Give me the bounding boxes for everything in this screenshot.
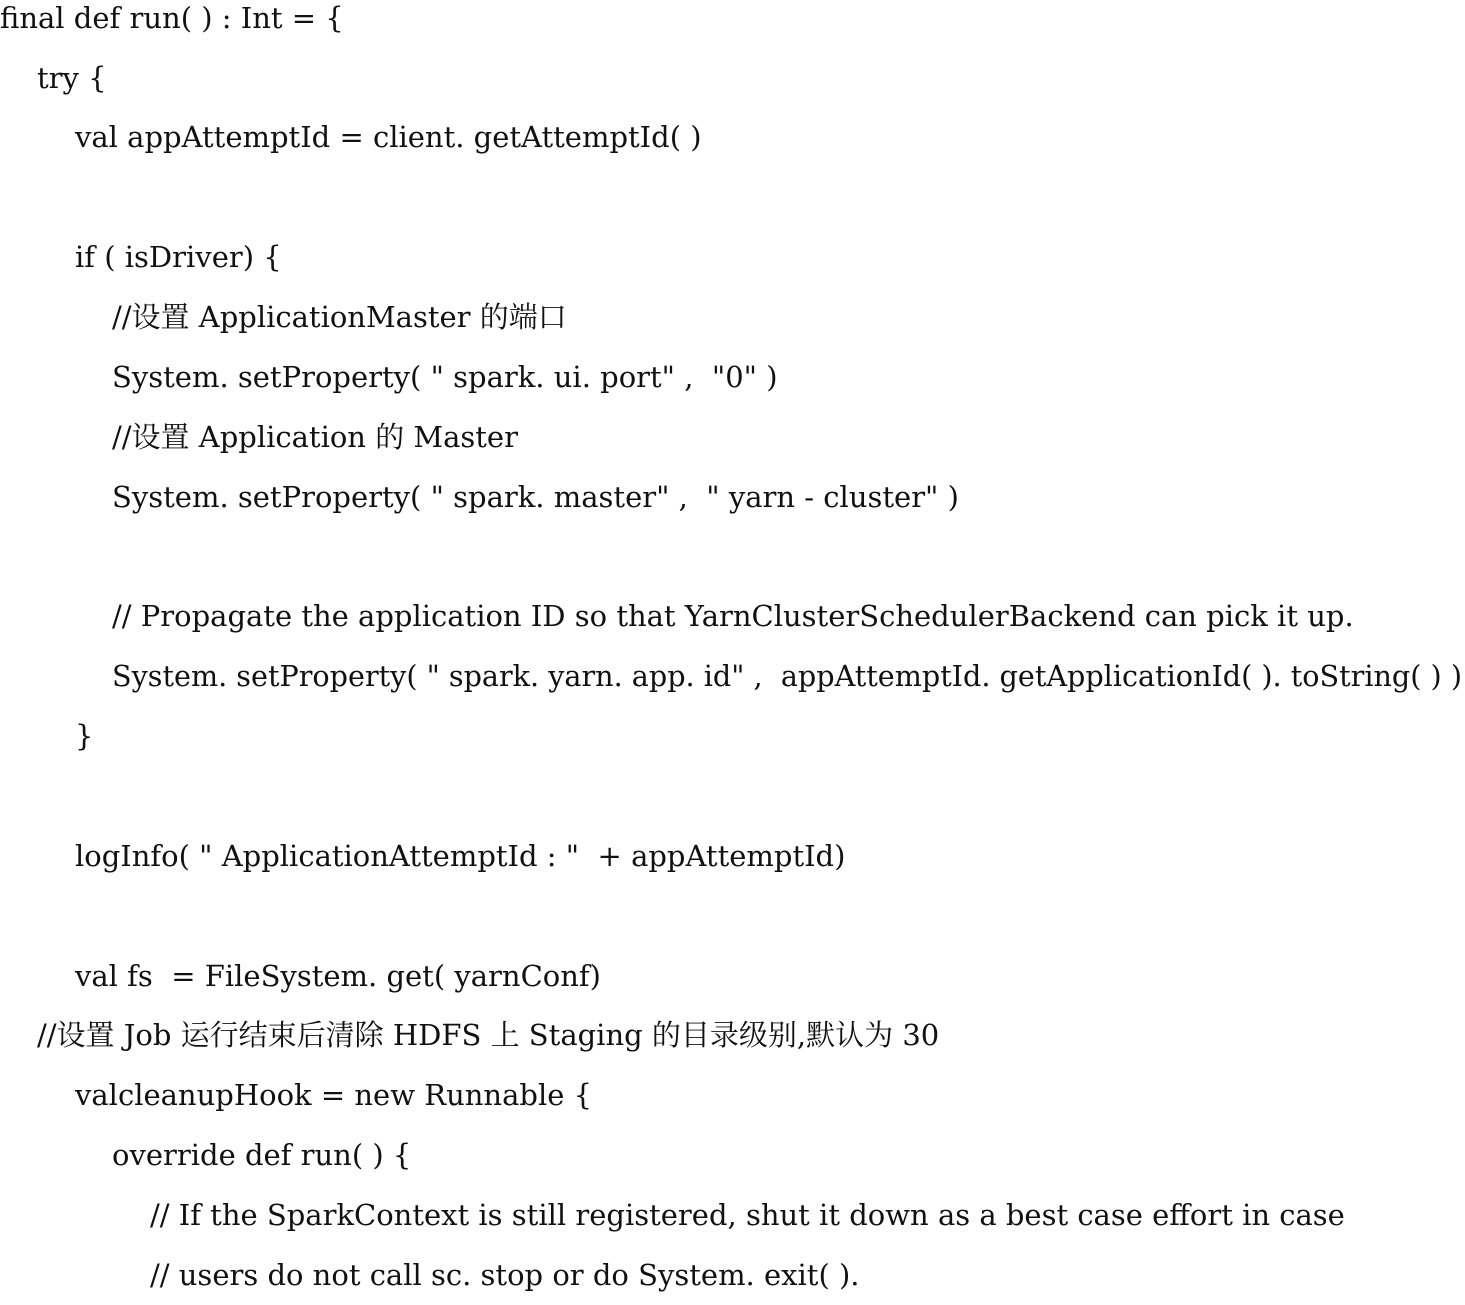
code-line-17: val fs = FileSystem. get( yarnConf): [75, 959, 601, 993]
code-line-19: valcleanupHook = new Runnable {: [75, 1078, 593, 1112]
code-line-3: val appAttemptId = client. getAttemptId( ): [75, 120, 702, 154]
code-line-5: if ( isDriver) {: [75, 240, 282, 274]
code-line-9: System. setProperty( " spark. master" , " yarn - cluster" ): [112, 480, 959, 514]
code-line-18: //设置 Job 运行结束后清除 HDFS 上 Staging 的目录级别,默认为 30: [37, 1018, 940, 1052]
code-line-15: logInfo( " ApplicationAttemptId : " + appAttemptId): [75, 839, 846, 873]
code-line-1: final def run( ) : Int = {: [0, 1, 344, 35]
code-line-6: //设置 ApplicationMaster 的端口: [112, 300, 567, 334]
code-line-7: System. setProperty( " spark. ui. port" , "0" ): [112, 360, 778, 394]
code-line-13: }: [75, 719, 94, 753]
code-line-22: // users do not call sc. stop or do System. exit( ).: [150, 1258, 860, 1292]
code-line-11: // Propagate the application ID so that YarnClusterSchedulerBackend can pick it up.: [112, 599, 1354, 633]
code-line-21: // If the SparkContext is still registered, shut it down as a best case effort in case: [150, 1198, 1345, 1232]
code-line-20: override def run( ) {: [112, 1138, 412, 1172]
code-line-8: //设置 Application 的 Master: [112, 420, 518, 454]
code-line-12: System. setProperty( " spark. yarn. app. id" , appAttemptId. getApplicationId( ). toString( ) ): [112, 659, 1462, 693]
code-line-2: try {: [37, 61, 107, 95]
